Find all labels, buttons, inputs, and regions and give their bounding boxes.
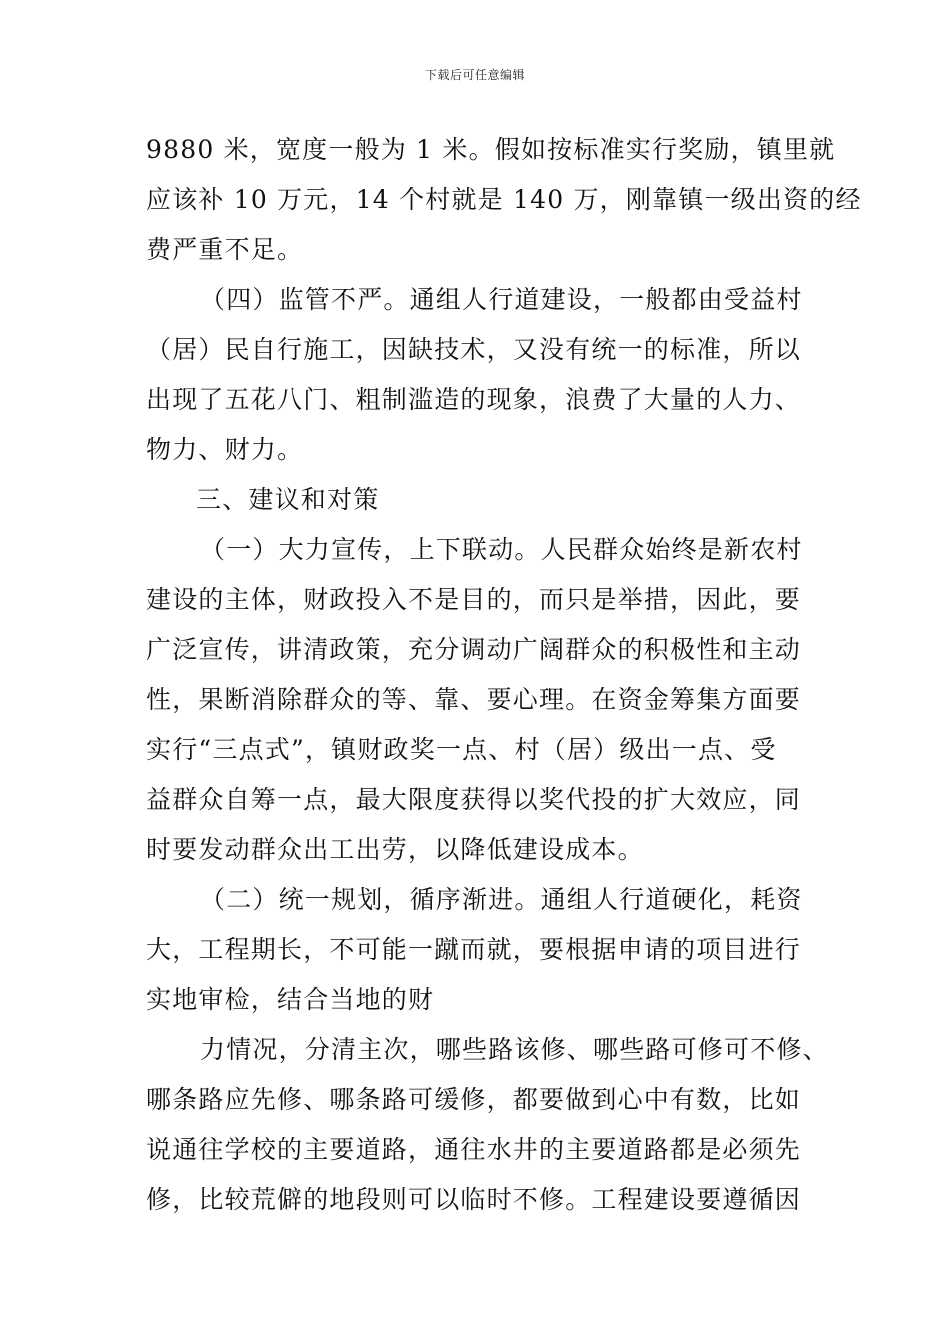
text-line: 实行“三点式”，镇财政奖一点、村（居）级出一点、受 [146, 735, 777, 764]
section-heading: 三、建议和对策 [196, 485, 380, 514]
text-line: （一）大力宣传，上下联动。人民群众始终是新农村 [200, 535, 803, 564]
text-line: 时要发动群众出工出劳，以降低建设成本。 [146, 835, 644, 864]
text-line: 实地审检，结合当地的财 [146, 985, 435, 1014]
text-line: 费严重不足。 [146, 235, 304, 264]
page-header: 下载后可任意编辑 [424, 68, 525, 82]
text-line: 广泛宣传，讲清政策，充分调动广阔群众的积极性和主动 [146, 635, 802, 664]
text-line: 力情况，分清主次，哪些路该修、哪些路可修可不修、 [200, 1035, 829, 1064]
text-line: 哪条路应先修、哪条路可缓修，都要做到心中有数，比如 [146, 1085, 802, 1114]
text-line: （二）统一规划，循序渐进。通组人行道硬化，耗资 [200, 885, 803, 914]
text-line: （四）监管不严。通组人行道建设，一般都由受益村 [200, 285, 803, 314]
text-line: 9880 米，宽度一般为 1 米。假如按标准实行奖励，镇里就 [146, 135, 836, 164]
text-line: 建设的主体，财政投入不是目的，而只是举措，因此，要 [146, 585, 802, 614]
text-line: 益群众自筹一点，最大限度获得以奖代投的扩大效应，同 [146, 785, 802, 814]
text-line: 说通往学校的主要道路，通往水井的主要道路都是必须先 [146, 1135, 802, 1164]
text-line: 性，果断消除群众的等、靠、要心理。在资金筹集方面要 [146, 685, 802, 714]
text-line: 应该补 10 万元，14 个村就是 140 万，刚靠镇一级出资的经 [146, 185, 862, 214]
text-line: 出现了五花八门、粗制滥造的现象，浪费了大量的人力、 [146, 385, 802, 414]
text-line: 修，比较荒僻的地段则可以临时不修。工程建设要遵循因 [146, 1185, 802, 1214]
text-line: 大，工程期长，不可能一蹴而就，要根据申请的项目进行 [146, 935, 802, 964]
text-line: （居）民自行施工，因缺技术，又没有统一的标准，所以 [146, 335, 802, 364]
text-line: 物力、财力。 [146, 435, 304, 464]
